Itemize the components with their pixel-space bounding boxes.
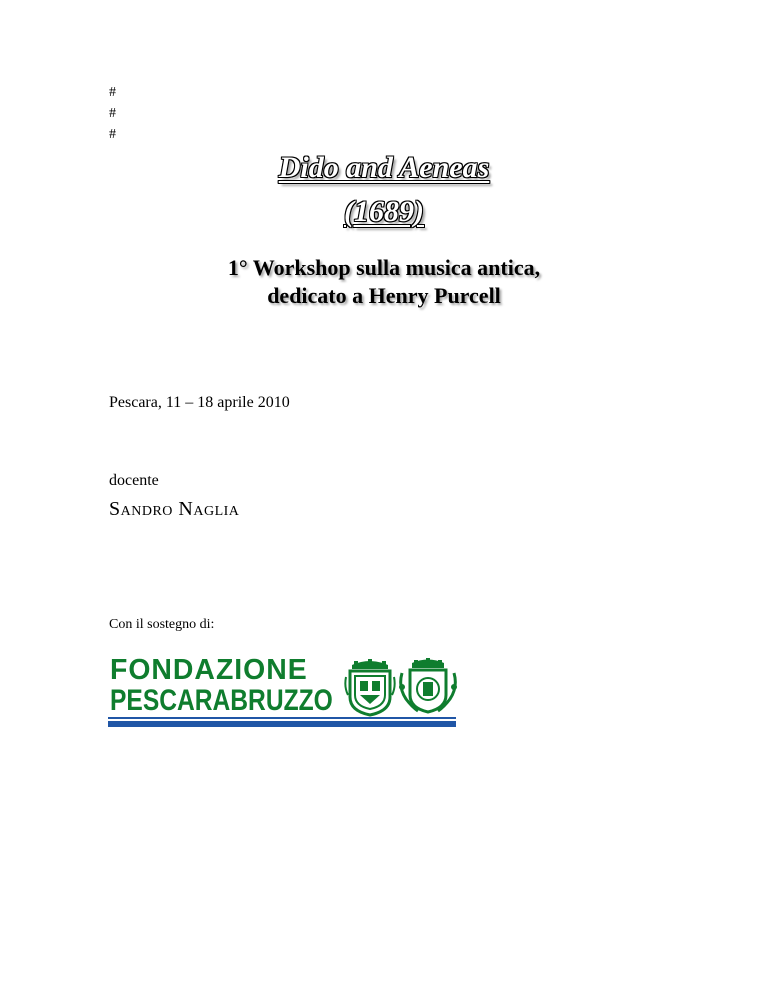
logo-text-line-2: PESCARABRUZZO <box>110 684 333 717</box>
teacher-name: Sandro Naglia <box>109 498 240 520</box>
sponsor-logo <box>108 655 458 733</box>
subtitle-line-1: 1° Workshop sulla musica antica, <box>227 255 541 280</box>
logo-rule-thin <box>108 717 456 719</box>
document-subtitle <box>0 254 768 310</box>
hash-marker: # <box>109 127 116 142</box>
title-line-2: (1689) <box>344 195 424 228</box>
teacher-label: docente <box>109 472 159 489</box>
coat-of-arms-icon <box>344 657 396 717</box>
place-date: Pescara, 11 – 18 aprile 2010 <box>109 394 290 411</box>
coat-of-arms-icon <box>398 657 458 717</box>
hash-markers <box>109 82 116 145</box>
logo-rule-thick <box>108 721 456 727</box>
subtitle-line-2: dedicato a Henry Purcell <box>267 283 501 308</box>
hash-marker: # <box>109 106 116 121</box>
document-title <box>0 146 768 234</box>
title-line-1: Dido and Aeneas <box>278 151 490 184</box>
hash-marker: # <box>109 85 116 100</box>
logo-text-line-1: FONDAZIONE <box>110 654 308 686</box>
support-label: Con il sostegno di: <box>109 617 215 632</box>
